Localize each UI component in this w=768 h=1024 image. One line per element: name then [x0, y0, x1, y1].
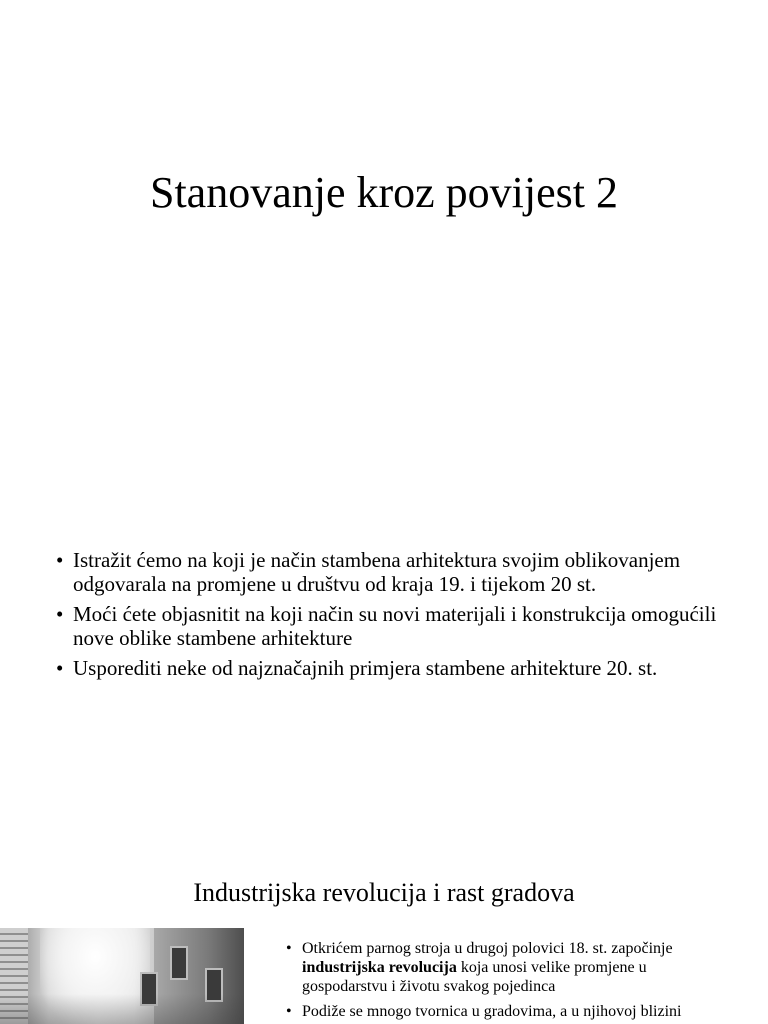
photo-shadow — [0, 994, 244, 1024]
bullet-text: Podiže se mnogo tvornica u gradovima, a u njihovoj blizini — [302, 1003, 682, 1020]
old-street-photo — [0, 928, 244, 1024]
bullet-icon: • — [56, 656, 64, 680]
slide-2 — [0, 858, 768, 1024]
bullet-icon: • — [286, 1003, 292, 1020]
bullet-text: Usporediti neke od najznačajnih primjera stambene arhitekture 20. st. — [73, 656, 658, 680]
bullet-icon: • — [56, 548, 64, 572]
list-item — [56, 656, 736, 680]
objectives-list — [56, 548, 736, 686]
bold-term: industrijska revolucija — [302, 959, 457, 976]
bullet-text: Moći ćete objasnitit na koji način su novi materijali i konstrukcija omogućili nove oblike stambene arhitekture — [73, 602, 717, 650]
list-item — [286, 1002, 726, 1021]
slide-title: Stanovanje kroz povijest 2 — [149, 168, 618, 217]
slide-title: Industrijska revolucija i rast gradova — [193, 878, 575, 907]
bullet-icon: • — [56, 602, 64, 626]
photo-window — [170, 946, 188, 980]
list-item — [56, 548, 736, 596]
bullet-text: Istražit ćemo na koji je način stambena arhitektura svojim oblikovanjem odgovarala na promjene u društvu od kraja 19. i tijekom 20 st. — [73, 548, 681, 596]
bullet-icon: • — [286, 940, 292, 957]
list-item — [56, 602, 736, 650]
list-item — [286, 939, 726, 996]
content-list — [286, 939, 726, 1024]
bullet-text: Otkrićem parnog stroja u drugoj polovici 18. st. započinje industrijska revolucija koja unosi velike promjene u gospodarstvu i životu svakog pojedinca — [302, 940, 673, 995]
